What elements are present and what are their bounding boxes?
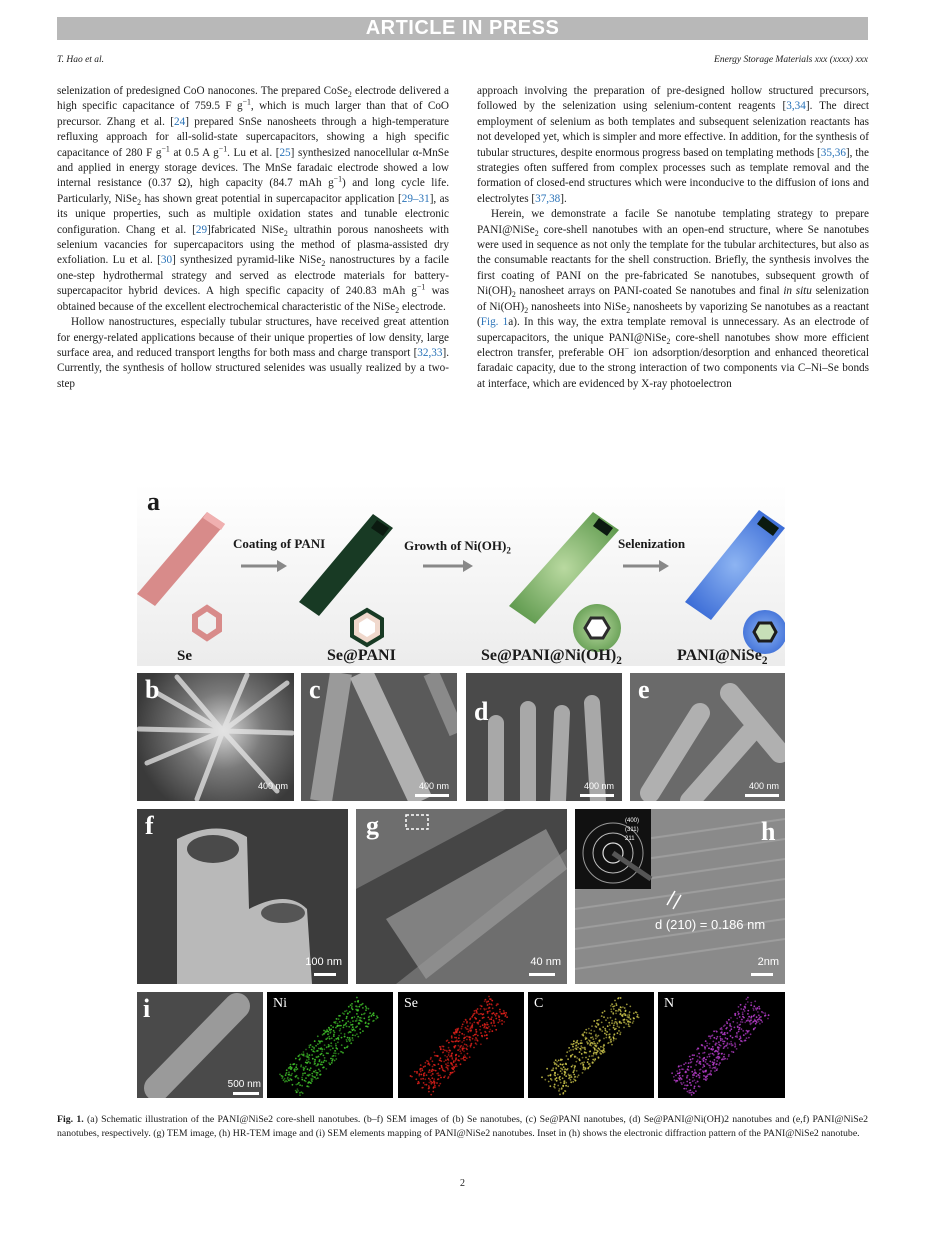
element-distribution [658, 992, 784, 1098]
map-n [658, 992, 785, 1098]
scalebar-h-bar [751, 973, 773, 976]
panel-a-schematic [137, 484, 785, 666]
lattice-spacing-annotation: d (210) = 0.186 nm [655, 917, 766, 932]
left-column: selenization of predesigned CoO nanocones. The prepared CoSe$_2$ electrode delivered a high specific capacitance of 759.5 F $g^{-1}$, which is much larger than that of CoO precursor. Zhang et al. [24] prepared SnSe nanosheets through a high-temperature refluxing approach for all-solid-state supercapacitors, showing a high specific capacitance of 280 F $g^{-1}$ at 0.5 A $g^{-1}$. Lu et al. [25] synthesized nanocellular α-MnSe and applied in energy storage devices. The MnSe faradaic electrode showed a low internal resistance (0.37 Ω), high capacity (84.7 mAh $g^{-1}$) and long cycle life. Particularly, NiSe$_2$ has shown great potential in supercapacitor application [29–31], as its unique properties, such as multiple oxidation states and tunable electronic configuration. Chang et al. [29]fabricated NiSe$_2$ ultrathin porous nanosheets with selenium vacancies for supercapacitors using the method of plasma-assisted dry exfoliation. Lu et al. [30] synthesized pyramid-like NiSe$_2$ nanostructures by a facile one-step hydrothermal strategy and served as electrode materials for battery-supercapacitor hybrid devices. A high specific capacity of 240.83 mAh $g^{-1}$ was obtained because of the excellent electrochemical characteristic of the NiSe$_2$ electrode. Hollow nanostructures, especially tubular structures, have received great attention for energy-related applications because of their unique properties of low density, large surface area, and reduced transport lengths for both mass and charge transport [32,33]. Currently, the synthesis of hollow structured selenides was usually realized by a two-step [57, 85, 449, 390]
map-element-label: Ni [273, 996, 287, 1011]
map-element-label: C [534, 996, 544, 1011]
se-cross-section [195, 608, 219, 638]
running-head-journal: Energy Storage Materials xxx (xxxx) xxx [714, 55, 868, 65]
panel-label-b: b [145, 675, 160, 704]
panel-e-sem [630, 673, 785, 801]
panel-b-sem [137, 673, 294, 801]
scalebar-i-bar [233, 1092, 259, 1095]
panel-label-g: g [366, 811, 379, 840]
right-column: approach involving the preparation of pre-designed hollow structured precursors, followed by the selenization using selenium-content reagents [3,34]. The direct employment of selenium as both templates and subsequent selenization reactants has not developed yet, which is simpler and more effective. In addition, for the synthesis of tubular structures, despite enormous progress based on templating methods [35,36], the strategies often suffered from complex processes such as template removal and the formation of closed-end structures which were inconducive to the diffusion of ions and electrolytes [37,38]. Herein, we demonstrate a facile Se nanotube templating strategy to prepare PANI@NiSe$_2$ core-shell nanotubes with an open-end structure, where Se nanotubes were used in sequence as not only the template for the tubular architectures, but also as the consumable reactants for the shell construction. Briefly, the synthesis involves the first coating of PANI on the pre-fabricated Se nanotubes, subsequent growth of $Ni(OH)_2$ nanosheet arrays on PANI-coated Se nanotubes and final in situ selenization of $Ni(OH)_2$ nanosheets into NiSe$_2$ nanosheets by vaporizing Se nanotubes as a reactant (Fig. 1a). In this way, the extra template removal is unnecessary. As an electrode of supercapacitors, the unique PANI@NiSe$_2$ core-shell nanotubes show more efficient electron transfer, preferable OH− ion adsorption/desorption and enhanced theoretical faradaic capacity, due to the strong interaction of two components via C–Ni–Se bonds at interface, which are evidenced by X-ray photoelectron [477, 85, 870, 390]
scalebar-g: 40 nm [530, 956, 561, 968]
map-ni [267, 992, 393, 1098]
scalebar-b: 400 nm [257, 781, 288, 791]
step-coating-label: Coating of PANI [233, 536, 326, 551]
scalebar-h: 2nm [757, 956, 779, 968]
panel-label-h: h [761, 817, 776, 846]
panel-label-a: a [147, 487, 160, 516]
se-tube [137, 512, 225, 606]
caption-label: Fig. 1. [57, 1114, 84, 1125]
caption-text: (a) Schematic illustration of the PANI@NiSe2 core-shell nanotubes. (b–f) SEM images of (b) Se nanotubes, (c) Se@PANI nanotubes, (d) Se@PANI@Ni(OH)2 nanotubes and (e,f) PANI@NiSe2 nanotubes, respectively. (g) TEM image, (h) HR-TEM image and (i) SEM elements mapping of PANI@NiSe2 nanotubes. Inset in (h) shows the electronic diffraction pattern of the PANI@NiSe2 nanotube. [57, 1114, 868, 1139]
panel-c-sem [301, 673, 457, 801]
product-pani-nise2-label: PANI@NiSe$_2$ [677, 647, 768, 666]
panel-f-sem [137, 809, 348, 984]
figure-caption [57, 1113, 868, 1141]
scalebar-g-bar [529, 973, 555, 976]
scalebar-c: 400 nm [418, 781, 449, 791]
map-se [398, 992, 524, 1098]
scalebar-f-bar [314, 973, 336, 976]
scalebar-c-bar [415, 794, 449, 797]
element-distribution [528, 992, 654, 1098]
article-in-press-banner: ARTICLE IN PRESS [57, 17, 868, 40]
panel-d-sem [466, 673, 622, 801]
step-selenization-label: Selenization [618, 536, 686, 551]
panel-label-f: f [145, 811, 154, 840]
diffraction-inset [575, 809, 651, 889]
scalebar-e-bar [745, 794, 779, 797]
map-element-label: Se [404, 996, 418, 1011]
figure-1 [137, 484, 785, 1098]
running-head-authors: T. Hao et al. [57, 55, 105, 65]
panel-g-tem [356, 809, 567, 984]
scalebar-d-bar [580, 794, 614, 797]
product-se-pani-label: Se@PANI [327, 647, 396, 664]
panel-label-e: e [638, 675, 650, 704]
panel-label-c: c [309, 675, 321, 704]
page-number: 2 [460, 1178, 465, 1189]
panel-label-i: i [143, 994, 151, 1023]
diffraction-ring-labels: (400) (311) 211 [625, 818, 640, 842]
scalebar-d: 400 nm [583, 781, 614, 791]
panel-label-d: d [474, 697, 489, 726]
map-c [528, 992, 654, 1098]
hrtem-lattice [575, 809, 785, 984]
panel-h-hrtem [575, 809, 785, 984]
product-se-label: Se [177, 648, 192, 664]
scalebar-f: 100 nm [305, 956, 342, 968]
product-se-pani-nioh2-label: $Se@PANI@Ni(OH)_2$ [481, 647, 622, 666]
map-element-label: N [664, 996, 675, 1011]
schematic-svg [137, 484, 785, 666]
scalebar-i: 500 nm [227, 1079, 261, 1090]
panel-i-sem [137, 992, 263, 1098]
scalebar-e: 400 nm [748, 781, 779, 791]
step-growth-label: Growth of $Ni(OH)_2$ [404, 538, 511, 556]
